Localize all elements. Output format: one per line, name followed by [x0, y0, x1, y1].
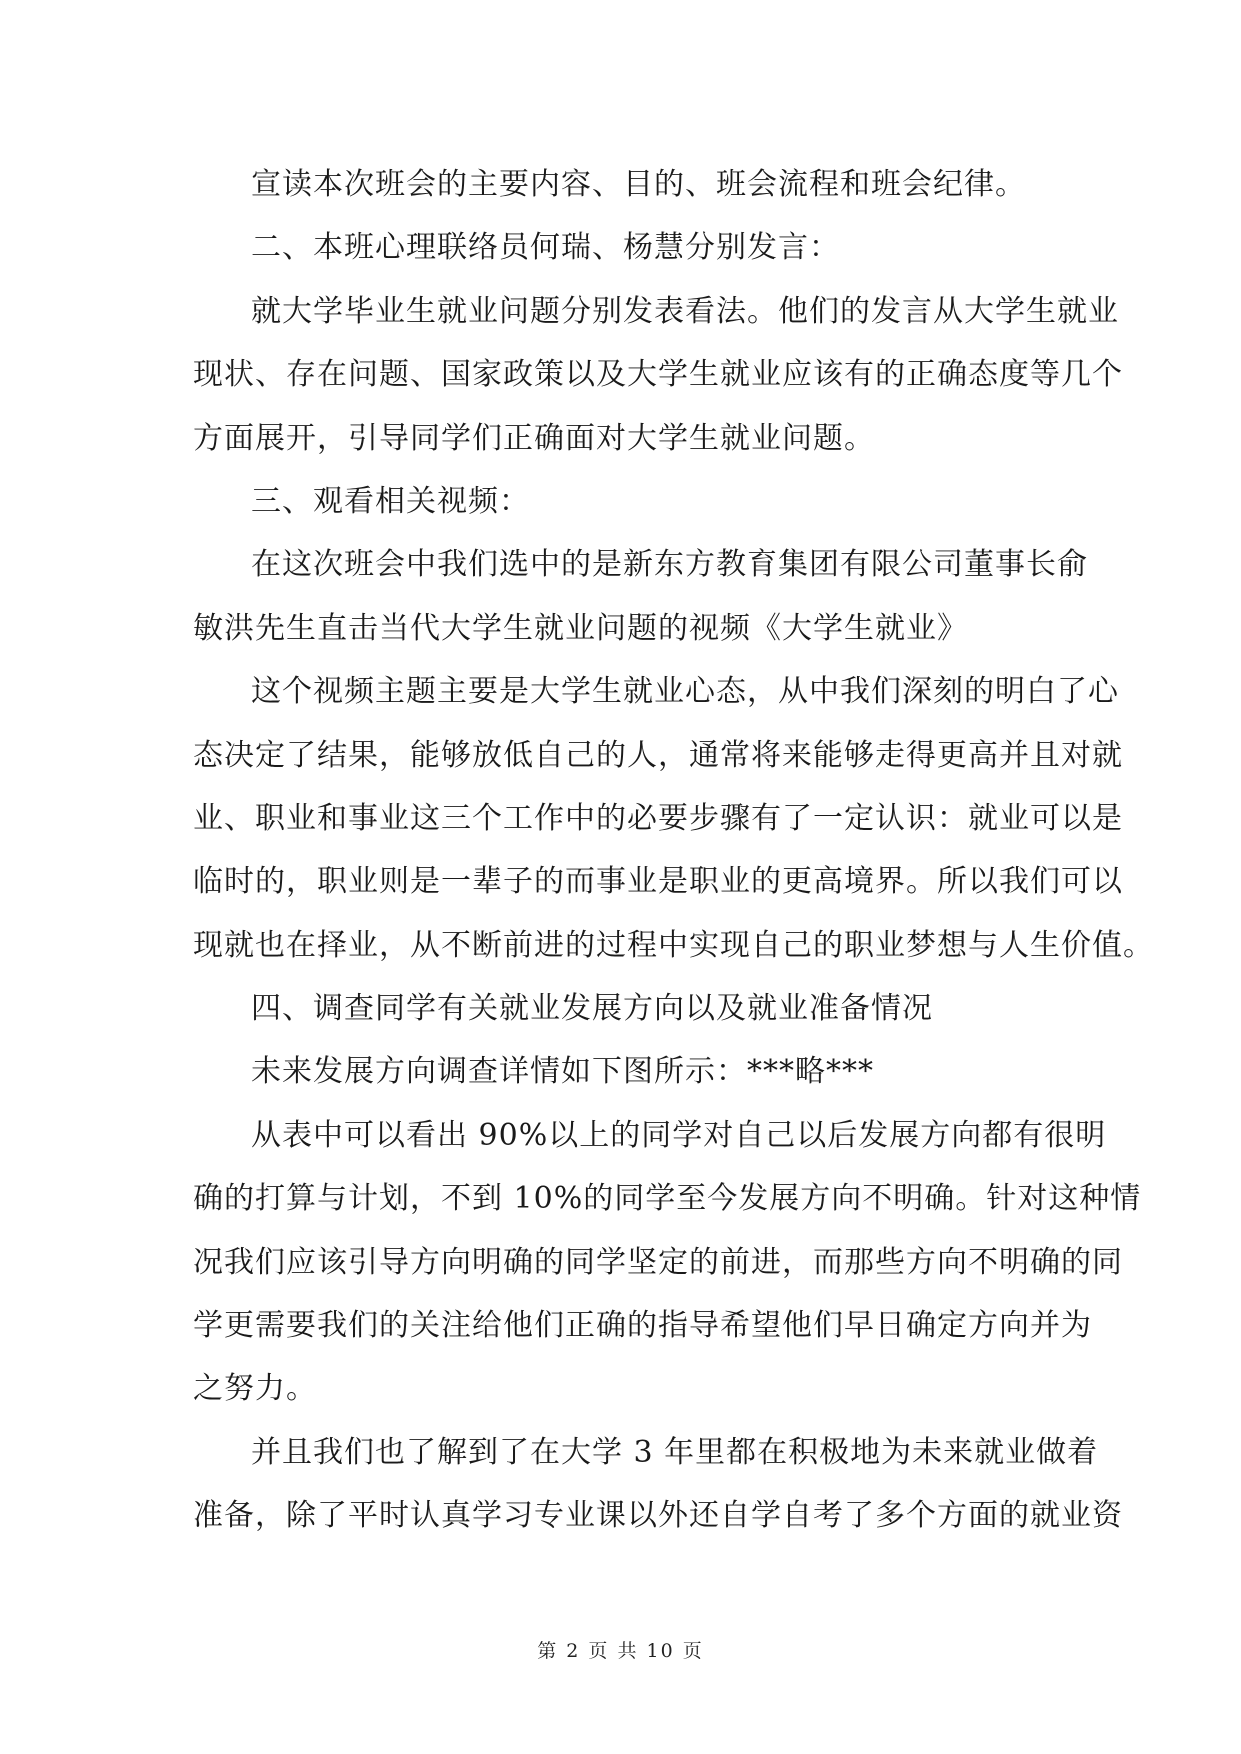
text-line: 在这次班会中我们选中的是新东方教育集团有限公司董事长俞: [251, 547, 1088, 583]
text-line: 现就也在择业，从不断前进的过程中实现自己的职业梦想与人生价值。: [193, 927, 1154, 963]
text-line: 这个视频主题主要是大学生就业心态，从中我们深刻的明白了心: [251, 674, 1119, 710]
text-line: 并且我们也了解到了在大学 3 年里都在积极地为未来就业做着: [251, 1434, 1099, 1470]
text-line: 方面展开，引导同学们正确面对大学生就业问题。: [193, 420, 875, 456]
text-line: 准备，除了平时认真学习专业课以外还自学自考了多个方面的就业资: [193, 1498, 1123, 1534]
text-line: 未来发展方向调查详情如下图所示：***略***: [251, 1054, 874, 1090]
text-line: 之努力。: [193, 1371, 317, 1407]
document-body: [193, 153, 1154, 1548]
text-line: 宣读本次班会的主要内容、目的、班会流程和班会纪律。: [251, 167, 1026, 202]
text-line: 敏洪先生直击当代大学生就业问题的视频《大学生就业》: [193, 610, 968, 646]
text-line: 况我们应该引导方向明确的同学坚定的前进，而那些方向不明确的同: [193, 1244, 1123, 1280]
text-line: 业、职业和事业这三个工作中的必要步骤有了一定认识：就业可以是: [193, 800, 1123, 836]
text-line: 临时的，职业则是一辈子的而事业是职业的更高境界。所以我们可以: [193, 864, 1123, 900]
text-line: 三、观看相关视频：: [251, 483, 530, 519]
text-line: 确的打算与计划，不到 10%的同学至今发展方向不明确。针对这种情: [193, 1181, 1142, 1217]
text-line: 学更需要我们的关注给他们正确的指导希望他们早日确定方向并为: [193, 1308, 1092, 1344]
page-footer: 第 2 页 共 10 页: [537, 1640, 704, 1662]
text-line: 四、调查同学有关就业发展方向以及就业准备情况: [251, 991, 933, 1027]
text-line: 二、本班心理联络员何瑞、杨慧分别发言：: [251, 230, 840, 266]
text-line: 态决定了结果，能够放低自己的人，通常将来能够走得更高并且对就: [193, 737, 1123, 773]
text-line: 就大学毕业生就业问题分别发表看法。他们的发言从大学生就业: [251, 293, 1119, 329]
text-line: 现状、存在问题、国家政策以及大学生就业应该有的正确态度等几个: [193, 357, 1123, 393]
text-line: 从表中可以看出 90%以上的同学对自己以后发展方向都有很明: [251, 1117, 1107, 1153]
